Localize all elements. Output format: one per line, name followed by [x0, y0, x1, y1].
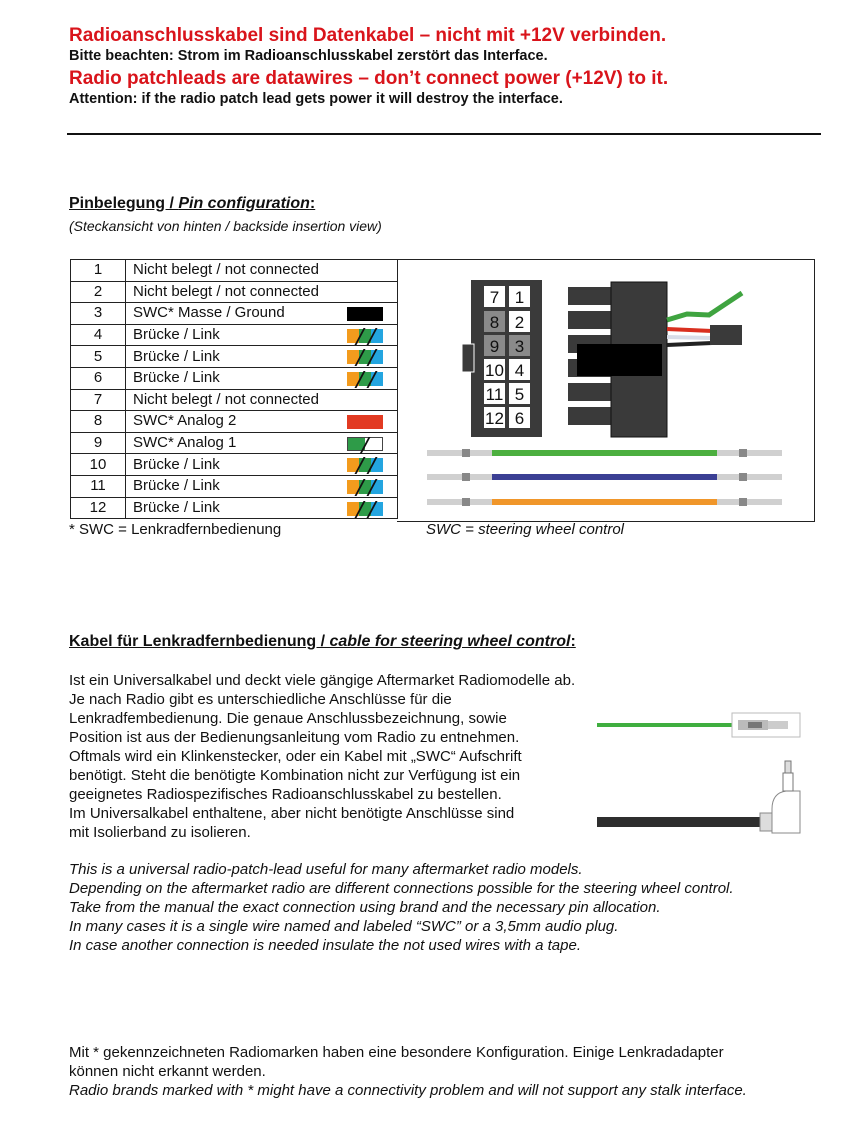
svg-text:8: 8: [489, 313, 500, 332]
pin-table: [70, 259, 398, 519]
swc-description-de: Ist ein Universalkabel und deckt viele gängige Aftermarket Radiomodelle ab. Je nach Radio gibt es unterschiedliche Anschlüsse für die Lenkradfembedienung. Die genaue Anschlussbezeichnung, sowie Position ist aus der Bedienungsanleitung vom Radio zu entnehmen. Oftmals wird ein Klinkenstecker, oder ein Kabel mit „SWC“ Aufschrift benötigt. Steht die benötigte Kombination nicht zur Verfügung ist ein geeignetes Radiospezifisches Radioanschlusskabel zu bestellen. Im Universalkabel enthaltene, aber nicht benötigte Anschlüsse sind mit Isolierband zu isolieren.: [69, 672, 576, 841]
table-row: 5 Brücke / Link: [71, 346, 398, 368]
brand-note: Mit * gekennzeichneten Radiomarken haben eine besondere Konfiguration. Einige Lenkradadapter können nicht erkannt werden. Radio brands marked with * might have a connectivity problem and will not support any stalk interface.: [69, 1044, 747, 1099]
table-row: 7 Nicht belegt / not connected: [71, 389, 398, 411]
swc-footnote-en: SWC = steering wheel control: [426, 521, 625, 538]
table-row: 2 Nicht belegt / not connected: [71, 281, 398, 303]
table-row: 4 Brücke / Link: [71, 324, 398, 346]
link-wire-swatch-icon: [347, 480, 383, 494]
swc-description-en: This is a universal radio-patch-lead useful for many aftermarket radio models. Depending on the aftermarket radio are different connections possible for the steering wheel control. Take from the manual the exact connection using brand and the necessary pin allocation. In many cases it is a single wire named and labeled “SWC” or a 3,5mm audio plug. In case another connection is needed insulate the not used wires with a tape.: [69, 861, 734, 954]
svg-text:12: 12: [485, 409, 504, 428]
connector-diagram: [397, 259, 815, 522]
svg-text:10: 10: [485, 361, 504, 380]
green-white-wire-swatch-icon: [347, 437, 383, 451]
swc-footnote-de: * SWC = Lenkradfernbedienung: [69, 521, 282, 538]
link-wire-swatch-icon: [347, 329, 383, 343]
link-wire-swatch-icon: [347, 372, 383, 386]
link-wire-swatch-icon: [347, 458, 383, 472]
link-wire-swatch-icon: [347, 502, 383, 516]
table-row: 11 Brücke / Link: [71, 475, 398, 497]
swc-section-title: Kabel für Lenkradfernbedienung / cable for steering wheel control:: [69, 633, 576, 650]
black-wire-swatch-icon: [347, 307, 383, 321]
pin-section-title: Pinbelegung / Pin configuration:: [69, 195, 316, 212]
svg-text:4: 4: [514, 361, 525, 380]
table-row: 1 Nicht belegt / not connected: [71, 260, 398, 282]
red-wire-swatch-icon: [347, 415, 383, 429]
warning-note-en: Attention: if the radio patch lead gets power it will destroy the interface.: [69, 91, 563, 107]
svg-text:3: 3: [514, 337, 525, 356]
warning-headline-de: Radioanschlusskabel sind Datenkabel – nicht mit +12V verbinden.: [69, 25, 667, 46]
svg-text:6: 6: [514, 409, 525, 428]
svg-text:7: 7: [489, 288, 500, 307]
link-wire-swatch-icon: [347, 350, 383, 364]
pin-section-subtitle: (Steckansicht von hinten / backside insertion view): [69, 218, 382, 234]
svg-text:11: 11: [485, 385, 504, 404]
table-row: 12 Brücke / Link: [71, 497, 398, 519]
warning-headline-en: Radio patchleads are datawires – don’t connect power (+12V) to it.: [69, 68, 669, 89]
divider: [67, 133, 821, 135]
table-row: 9 SWC* Analog 1: [71, 432, 398, 454]
connector-illustration-icon: [397, 260, 814, 521]
swc-cable-illustration-icon: [590, 705, 810, 840]
svg-text:2: 2: [514, 313, 525, 332]
svg-text:5: 5: [514, 385, 525, 404]
table-row: 3 SWC* Masse / Ground: [71, 303, 398, 325]
warning-note-de: Bitte beachten: Strom im Radioanschlusskabel zerstört das Interface.: [69, 48, 548, 64]
svg-text:9: 9: [489, 337, 500, 356]
table-row: 6 Brücke / Link: [71, 367, 398, 389]
svg-text:1: 1: [514, 288, 525, 307]
table-row: 8 SWC* Analog 2: [71, 411, 398, 433]
table-row: 10 Brücke / Link: [71, 454, 398, 476]
